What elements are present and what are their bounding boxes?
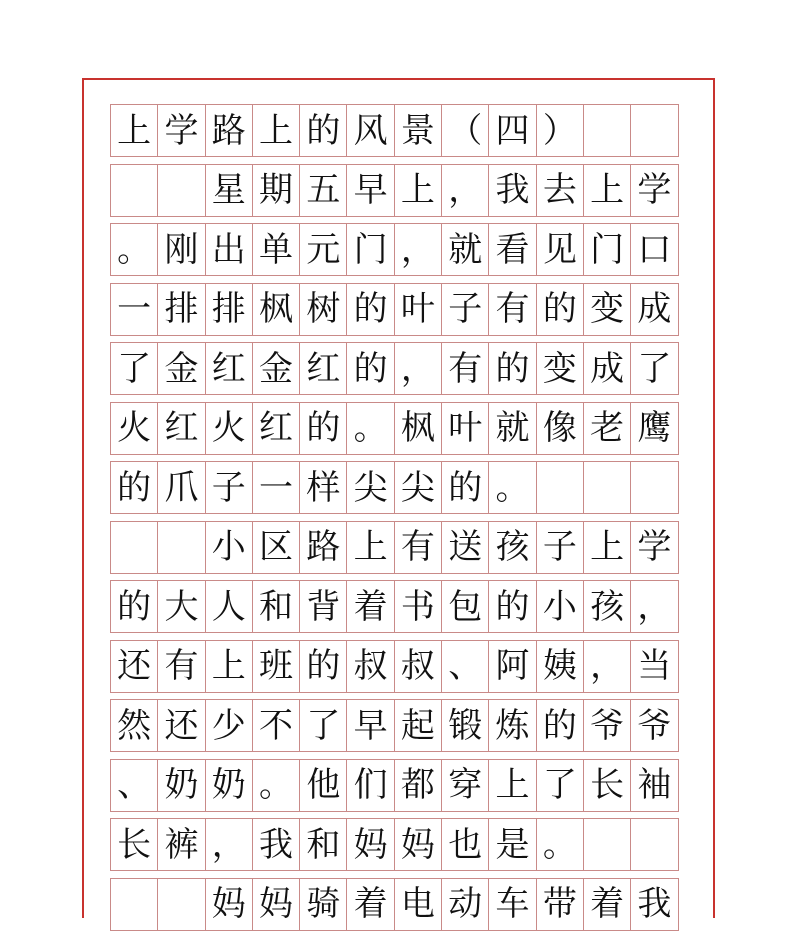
- grid-cell: 火: [111, 403, 158, 454]
- grid-cell: 的: [347, 284, 394, 335]
- grid-cell: 班: [253, 641, 300, 692]
- grid-cell: 元: [300, 224, 347, 275]
- grid-cell: 的: [300, 641, 347, 692]
- grid-cell: 就: [442, 224, 489, 275]
- grid-cell: 孩: [584, 581, 631, 632]
- grid-cell: 也: [442, 819, 489, 870]
- grid-cell: 不: [253, 700, 300, 751]
- grid-cell: 口: [631, 224, 678, 275]
- grid-cell: 的: [489, 581, 536, 632]
- grid-cell: 星: [206, 165, 253, 216]
- grid-cell: （: [442, 105, 489, 156]
- grid-cell: 大: [158, 581, 205, 632]
- grid-row: [110, 699, 679, 752]
- grid-cell: 都: [395, 760, 442, 811]
- grid-cell: 阿: [489, 641, 536, 692]
- grid-cell: 红: [253, 403, 300, 454]
- grid-row: [110, 759, 679, 812]
- grid-cell: 四: [489, 105, 536, 156]
- grid-cell: 尖: [347, 462, 394, 513]
- grid-cell: 妈: [206, 879, 253, 930]
- grid-cell: ，: [631, 581, 678, 632]
- grid-cell: 路: [206, 105, 253, 156]
- grid-cell: 鹰: [631, 403, 678, 454]
- grid-row: [110, 283, 679, 336]
- grid-cell: [631, 819, 678, 870]
- grid-row: [110, 223, 679, 276]
- grid-cell: 上: [489, 760, 536, 811]
- grid-cell: 妈: [253, 879, 300, 930]
- grid-cell: 有: [158, 641, 205, 692]
- grid-cell: 树: [300, 284, 347, 335]
- grid-cell: 、: [111, 760, 158, 811]
- grid-cell: 和: [253, 581, 300, 632]
- grid-cell: 路: [300, 522, 347, 573]
- grid-cell: 去: [537, 165, 584, 216]
- grid-cell: 小: [206, 522, 253, 573]
- grid-cell: 排: [158, 284, 205, 335]
- grid-cell: 叶: [442, 403, 489, 454]
- grid-cell: [111, 879, 158, 930]
- grid-row: [110, 342, 679, 395]
- grid-cell: 学: [158, 105, 205, 156]
- grid-cell: ，: [395, 343, 442, 394]
- grid-cell: 还: [111, 641, 158, 692]
- grid-cell: 裤: [158, 819, 205, 870]
- grid-cell: 书: [395, 581, 442, 632]
- grid-cell: 动: [442, 879, 489, 930]
- grid-cell: 成: [584, 343, 631, 394]
- grid-cell: 奶: [206, 760, 253, 811]
- grid-cell: 的: [442, 462, 489, 513]
- grid-cell: [158, 879, 205, 930]
- grid-cell: [584, 819, 631, 870]
- grid-cell: 变: [584, 284, 631, 335]
- grid-cell: 我: [253, 819, 300, 870]
- grid-cell: 骑: [300, 879, 347, 930]
- grid-cell: 们: [347, 760, 394, 811]
- grid-cell: ，: [584, 641, 631, 692]
- grid-cell: 单: [253, 224, 300, 275]
- grid-cell: 着: [347, 879, 394, 930]
- grid-cell: 孩: [489, 522, 536, 573]
- grid-cell: 五: [300, 165, 347, 216]
- grid-cell: 上: [584, 165, 631, 216]
- grid-cell: 了: [631, 343, 678, 394]
- grid-cell: 区: [253, 522, 300, 573]
- grid-cell: [158, 165, 205, 216]
- grid-cell: 妈: [347, 819, 394, 870]
- grid-row: [110, 461, 679, 514]
- grid-cell: 叔: [347, 641, 394, 692]
- grid-cell: 带: [537, 879, 584, 930]
- grid-cell: 刚: [158, 224, 205, 275]
- grid-cell: 早: [347, 700, 394, 751]
- grid-cell: [111, 165, 158, 216]
- grid-cell: 的: [347, 343, 394, 394]
- grid-cell: 的: [300, 403, 347, 454]
- grid-cell: 样: [300, 462, 347, 513]
- grid-cell: 妈: [395, 819, 442, 870]
- grid-cell: [631, 462, 678, 513]
- grid-cell: 背: [300, 581, 347, 632]
- grid-cell: 的: [111, 581, 158, 632]
- grid-cell: 一: [253, 462, 300, 513]
- grid-cell: 期: [253, 165, 300, 216]
- grid-cell: 着: [584, 879, 631, 930]
- grid-cell: ，: [442, 165, 489, 216]
- grid-cell: 红: [206, 343, 253, 394]
- grid-row: [110, 640, 679, 693]
- grid-cell: 的: [111, 462, 158, 513]
- grid-cell: 锻: [442, 700, 489, 751]
- grid-cell: 一: [111, 284, 158, 335]
- grid-cell: 。: [347, 403, 394, 454]
- grid-cell: 当: [631, 641, 678, 692]
- grid-cell: 穿: [442, 760, 489, 811]
- grid-cell: 我: [631, 879, 678, 930]
- grid-cell: 了: [111, 343, 158, 394]
- grid-cell: 上: [206, 641, 253, 692]
- grid-row: [110, 402, 679, 455]
- grid-cell: 门: [347, 224, 394, 275]
- grid-cell: 景: [395, 105, 442, 156]
- grid-cell: 学: [631, 522, 678, 573]
- grid-row: [110, 878, 679, 931]
- grid-cell: 包: [442, 581, 489, 632]
- grid-cell: ）: [537, 105, 584, 156]
- grid-cell: 枫: [253, 284, 300, 335]
- grid-row: [110, 580, 679, 633]
- grid-cell: 叶: [395, 284, 442, 335]
- grid-cell: 和: [300, 819, 347, 870]
- grid-row: [110, 521, 679, 574]
- grid-cell: 是: [489, 819, 536, 870]
- grid-cell: 门: [584, 224, 631, 275]
- grid-cell: [158, 522, 205, 573]
- grid-cell: 爷: [584, 700, 631, 751]
- grid-cell: 的: [537, 700, 584, 751]
- grid-cell: 老: [584, 403, 631, 454]
- grid-cell: 少: [206, 700, 253, 751]
- grid-cell: 送: [442, 522, 489, 573]
- grid-cell: 。: [537, 819, 584, 870]
- grid-cell: 像: [537, 403, 584, 454]
- grid-cell: 电: [395, 879, 442, 930]
- grid-cell: ，: [395, 224, 442, 275]
- grid-cell: 。: [253, 760, 300, 811]
- grid-cell: 他: [300, 760, 347, 811]
- grid-cell: 学: [631, 165, 678, 216]
- grid-cell: 长: [111, 819, 158, 870]
- grid-cell: 了: [300, 700, 347, 751]
- grid-cell: 的: [489, 343, 536, 394]
- grid-cell: 火: [206, 403, 253, 454]
- grid-cell: 金: [253, 343, 300, 394]
- grid-cell: 长: [584, 760, 631, 811]
- grid-cell: 还: [158, 700, 205, 751]
- grid-cell: 尖: [395, 462, 442, 513]
- grid-cell: 。: [111, 224, 158, 275]
- grid-cell: 了: [537, 760, 584, 811]
- grid-cell: 成: [631, 284, 678, 335]
- grid-cell: 然: [111, 700, 158, 751]
- grid-cell: 小: [537, 581, 584, 632]
- grid-cell: 爷: [631, 700, 678, 751]
- grid-cell: ，: [206, 819, 253, 870]
- grid-cell: [111, 522, 158, 573]
- grid-cell: 枫: [395, 403, 442, 454]
- grid-cell: 着: [347, 581, 394, 632]
- grid-cell: 的: [300, 105, 347, 156]
- grid-cell: 袖: [631, 760, 678, 811]
- grid-cell: 姨: [537, 641, 584, 692]
- grid-cell: 人: [206, 581, 253, 632]
- grid-cell: 变: [537, 343, 584, 394]
- grid-cell: 炼: [489, 700, 536, 751]
- grid-cell: 有: [442, 343, 489, 394]
- grid-cell: 的: [537, 284, 584, 335]
- grid-cell: 。: [489, 462, 536, 513]
- grid-cell: 子: [537, 522, 584, 573]
- grid-cell: 出: [206, 224, 253, 275]
- grid-row: [110, 818, 679, 871]
- grid-cell: 子: [442, 284, 489, 335]
- grid-cell: 起: [395, 700, 442, 751]
- grid-cell: 就: [489, 403, 536, 454]
- grid-cell: 早: [347, 165, 394, 216]
- grid-cell: [537, 462, 584, 513]
- grid-cell: [584, 105, 631, 156]
- grid-cell: [631, 105, 678, 156]
- grid-cell: 、: [442, 641, 489, 692]
- grid-row: [110, 104, 679, 157]
- grid-cell: 排: [206, 284, 253, 335]
- grid-cell: 上: [111, 105, 158, 156]
- grid-cell: 爪: [158, 462, 205, 513]
- grid-cell: 叔: [395, 641, 442, 692]
- grid-cell: 有: [395, 522, 442, 573]
- grid-cell: 见: [537, 224, 584, 275]
- grid-cell: 上: [584, 522, 631, 573]
- grid-cell: [584, 462, 631, 513]
- grid-cell: 子: [206, 462, 253, 513]
- grid-cell: 我: [489, 165, 536, 216]
- grid-cell: 红: [300, 343, 347, 394]
- grid-cell: 奶: [158, 760, 205, 811]
- grid-row: [110, 164, 679, 217]
- grid-cell: 看: [489, 224, 536, 275]
- grid-cell: 红: [158, 403, 205, 454]
- grid-cell: 上: [395, 165, 442, 216]
- grid-cell: 上: [253, 105, 300, 156]
- grid-cell: 有: [489, 284, 536, 335]
- grid-cell: 车: [489, 879, 536, 930]
- grid-cell: 金: [158, 343, 205, 394]
- grid-cell: 风: [347, 105, 394, 156]
- grid-cell: 上: [347, 522, 394, 573]
